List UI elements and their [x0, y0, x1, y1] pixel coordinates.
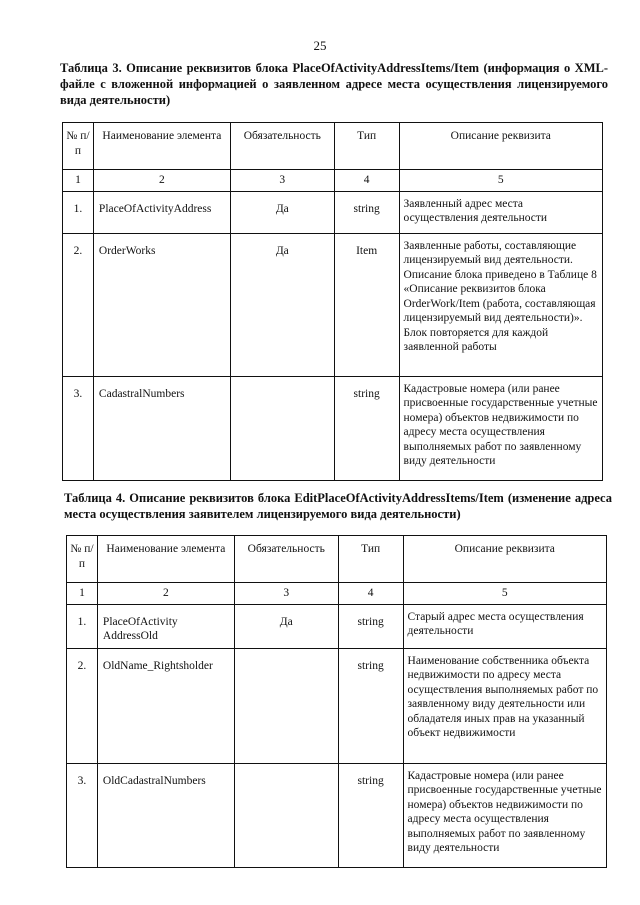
col-number: 4: [338, 583, 403, 605]
col-number: 5: [399, 170, 602, 192]
col-number: 2: [93, 170, 230, 192]
header-required: Обязательность: [234, 536, 338, 583]
header-name: Наименование элемента: [97, 536, 234, 583]
required-value: [234, 763, 338, 867]
required-value: Да: [230, 191, 334, 233]
page-number: 25: [313, 38, 327, 53]
required-value: Да: [230, 233, 334, 376]
table-header-row: [63, 123, 603, 170]
header-type: Тип: [338, 536, 403, 583]
col-number: 1: [67, 583, 98, 605]
header-name: Наименование элемента: [93, 123, 230, 170]
element-name: PlaceOfActivityAddress: [93, 191, 230, 233]
element-name: CadastralNumbers: [93, 376, 230, 480]
column-numbers-row: [67, 583, 607, 605]
type-value: string: [338, 648, 403, 763]
row-number: 3.: [67, 763, 98, 867]
table-header-row: [67, 536, 607, 583]
col-number: 4: [334, 170, 399, 192]
col-number: 1: [63, 170, 94, 192]
required-value: [234, 648, 338, 763]
description: Наименование собственника объекта недвижимости по адресу места осуществления выполняемых работ по заявленному виду деятельности или обладателя иных прав на указанный объект недвижимости: [403, 648, 606, 763]
col-number: 2: [97, 583, 234, 605]
row-number: 1.: [67, 604, 98, 648]
description: Старый адрес места осуществления деятельности: [403, 604, 606, 648]
col-number: 5: [403, 583, 606, 605]
element-name: OrderWorks: [93, 233, 230, 376]
required-value: [230, 376, 334, 480]
row-number: 1.: [63, 191, 94, 233]
type-value: Item: [334, 233, 399, 376]
required-value: Да: [234, 604, 338, 648]
header-type: Тип: [334, 123, 399, 170]
header-num: № п/п: [67, 536, 98, 583]
table-row: [63, 191, 603, 233]
type-value: string: [338, 763, 403, 867]
type-value: string: [338, 604, 403, 648]
description: Кадастровые номера (или ранее присвоенные государственные учетные номера) объектов недвижимости по адресу места осуществления выполняемых работ по заявленному виду деятельности: [403, 763, 606, 867]
header-desc: Описание реквизита: [403, 536, 606, 583]
col-number: 3: [234, 583, 338, 605]
type-value: string: [334, 376, 399, 480]
description: Заявленный адрес места осуществления деятельности: [399, 191, 602, 233]
header-desc: Описание реквизита: [399, 123, 602, 170]
table-row: [67, 763, 607, 867]
table4: [66, 535, 607, 868]
table-row: [67, 604, 607, 648]
header-num: № п/п: [63, 123, 94, 170]
column-numbers-row: [63, 170, 603, 192]
header-required: Обязательность: [230, 123, 334, 170]
row-number: 2.: [67, 648, 98, 763]
description: Заявленные работы, составляющие лицензируемый вид деятельности. Описание блока приведено в Таблице 8 «Описание реквизитов блока OrderWork/Item (работа, составляющая лицензируемый вид деятельности)». Блок повторяется для каждой заявленной работы: [399, 233, 602, 376]
table-row: [67, 648, 607, 763]
table3: [62, 122, 603, 481]
row-number: 3.: [63, 376, 94, 480]
table4-caption: Таблица 4. Описание реквизитов блока EditPlaceOfActivityAddressItems/Item (изменение адреса места осуществления заявителем лицензируемого вида деятельности): [64, 491, 612, 521]
element-name: OldCadastralNumbers: [97, 763, 234, 867]
col-number: 3: [230, 170, 334, 192]
table3-caption: Таблица 3. Описание реквизитов блока PlaceOfActivityAddressItems/Item (информация о XML-файле с вложенной информацией о заявленном адресе места осуществления лицензируемого вида деятельности): [60, 61, 608, 107]
element-name: OldName_Rightsholder: [97, 648, 234, 763]
element-name: PlaceOfActivity AddressOld: [97, 604, 234, 648]
table-row: [63, 376, 603, 480]
row-number: 2.: [63, 233, 94, 376]
table-row: [63, 233, 603, 376]
description: Кадастровые номера (или ранее присвоенные государственные учетные номера) объектов недвижимости по адресу места осуществления выполняемых работ по заявленному виду деятельности: [399, 376, 602, 480]
type-value: string: [334, 191, 399, 233]
